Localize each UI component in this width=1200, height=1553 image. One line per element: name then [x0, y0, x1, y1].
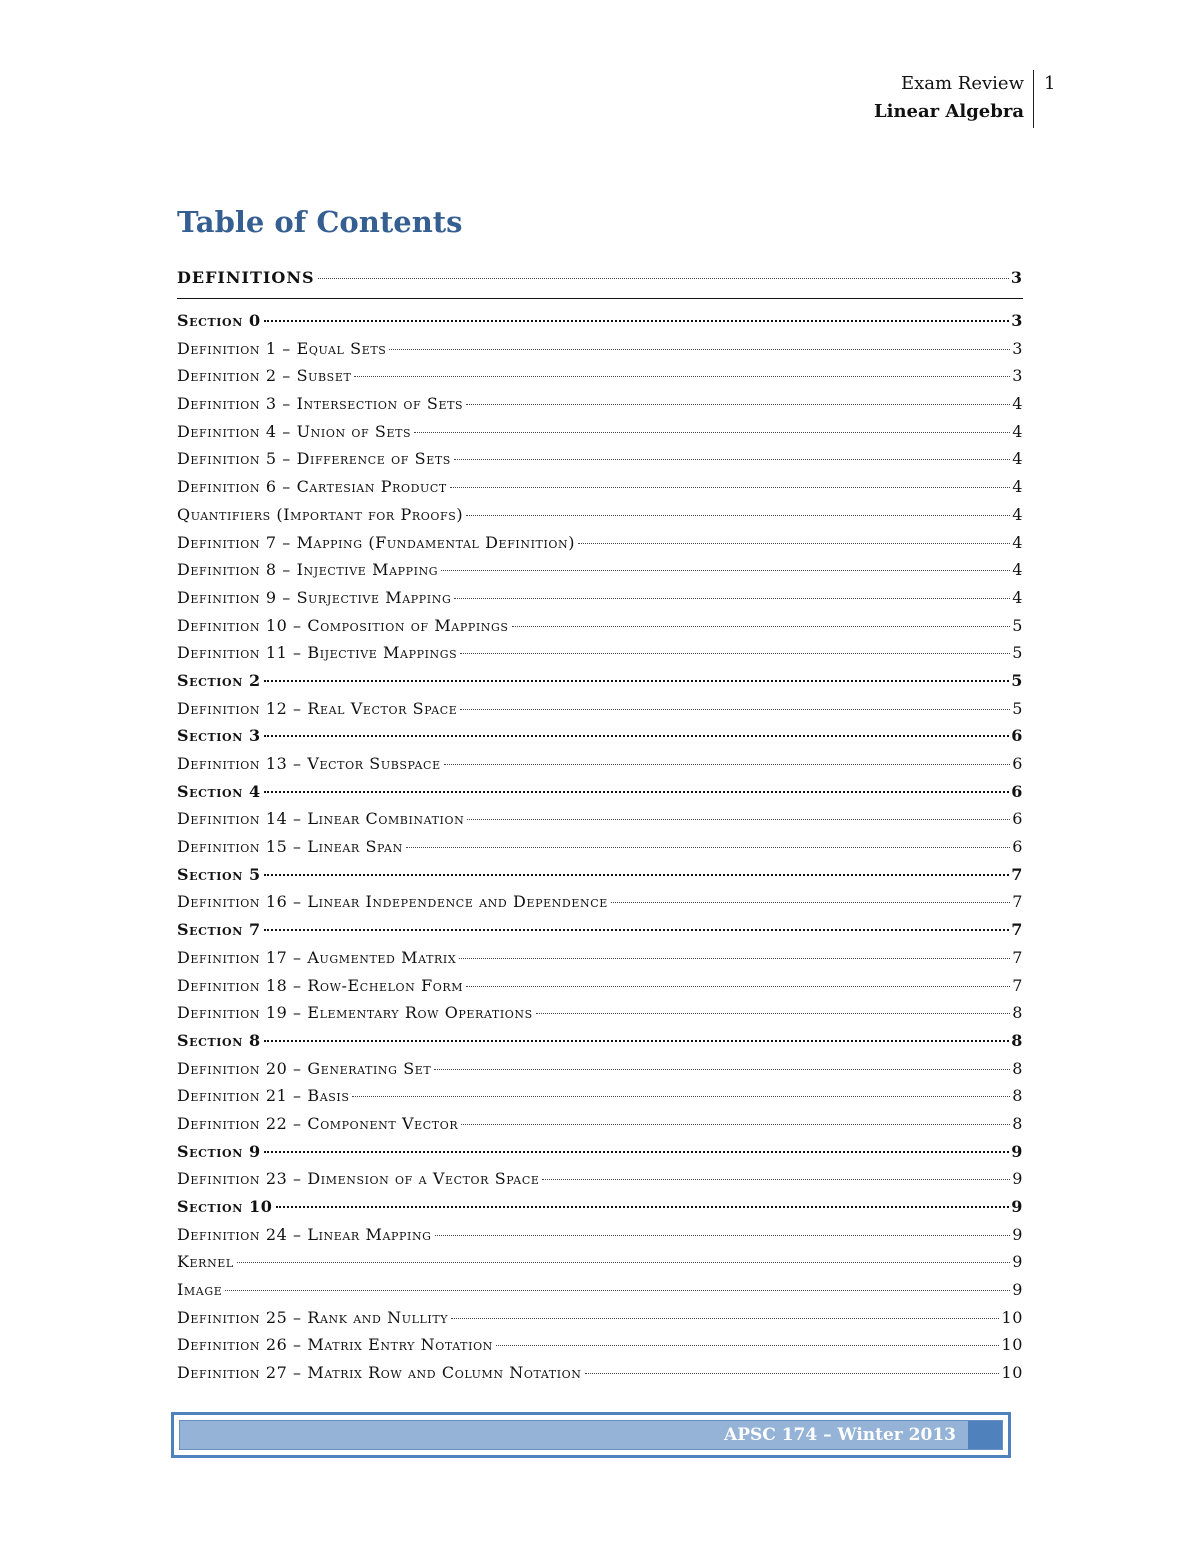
toc-entry-label: Definition 13 – Vector Subspace — [177, 754, 441, 773]
dot-leader — [454, 598, 1010, 599]
footer — [171, 1412, 1011, 1458]
dot-leader — [467, 819, 1010, 820]
toc-entry-label: Definition 3 – Intersection of Sets — [177, 394, 464, 414]
dot-leader — [264, 1151, 1010, 1153]
toc-entry-link[interactable] — [177, 422, 1023, 450]
toc-entry-label: Definition 22 – Component Vector — [177, 1113, 459, 1133]
toc-section-link[interactable] — [177, 311, 1023, 339]
dot-leader — [264, 929, 1010, 931]
toc-page-number: 4 — [1012, 394, 1023, 414]
header-divider — [1033, 70, 1034, 128]
toc-page-number: 4 — [1012, 532, 1023, 552]
dot-leader — [435, 1235, 1011, 1236]
toc-entry-label: Definition 27 – Matrix Row and Column Notation — [177, 1363, 582, 1383]
dot-leader — [434, 1069, 1010, 1070]
toc-page-number: 4 — [1012, 449, 1023, 469]
toc-entry-link[interactable] — [177, 616, 1023, 644]
toc-entry-label: Definition 5 – Difference of Sets — [177, 449, 451, 469]
table-of-contents — [177, 268, 1023, 1391]
dot-leader — [578, 543, 1010, 544]
page-header — [700, 70, 1060, 128]
toc-entry-link[interactable] — [177, 1252, 1023, 1280]
toc-entry-link[interactable] — [177, 948, 1023, 976]
dot-leader — [512, 626, 1011, 627]
dot-leader — [536, 1013, 1010, 1014]
toc-page-number: 8 — [1012, 1086, 1023, 1106]
dot-leader — [451, 1318, 999, 1319]
toc-entry-label: Definition 18 – Row-Echelon Form — [177, 975, 464, 995]
toc-entry-label: Definition 4 – Union of Sets — [177, 421, 412, 441]
dot-leader — [611, 902, 1010, 903]
toc-page-number: 6 — [1012, 754, 1023, 773]
toc-page-number: 8 — [1011, 1030, 1023, 1050]
footer-band — [179, 1420, 1003, 1450]
toc-page-number: 4 — [1012, 421, 1023, 441]
toc-page-number: 9 — [1012, 1280, 1023, 1300]
toc-title: Table of Contents — [177, 205, 463, 239]
dot-leader — [496, 1345, 1000, 1346]
dot-leader — [264, 791, 1010, 793]
toc-section-link[interactable] — [177, 1197, 1023, 1225]
toc-page-number: 3 — [1011, 311, 1023, 330]
toc-entry-link[interactable] — [177, 1335, 1023, 1363]
toc-entry-label: Definition 14 – Linear Combination — [177, 809, 465, 829]
dot-leader — [441, 570, 1010, 571]
toc-page-number: 4 — [1012, 504, 1023, 524]
toc-entry-link[interactable] — [177, 588, 1023, 616]
toc-entry-label: Definition 24 – Linear Mapping — [177, 1224, 432, 1244]
toc-entry-label: Section 0 — [177, 311, 261, 330]
toc-entry-label: Section 7 — [177, 920, 261, 940]
dot-leader — [585, 1373, 1000, 1374]
toc-entry-label: Definition 1 – Equal Sets — [177, 338, 387, 358]
toc-entry-label: Definition 2 – Subset — [177, 366, 352, 386]
toc-entry-link[interactable] — [177, 1308, 1023, 1336]
toc-section-link[interactable] — [177, 782, 1023, 810]
dot-leader — [318, 278, 1009, 279]
header-subtitle: Linear Algebra — [873, 101, 1024, 122]
toc-page-number: 8 — [1012, 1113, 1023, 1133]
toc-entry-label: Definition 12 – Real Vector Space — [177, 698, 458, 718]
toc-section-link[interactable] — [177, 865, 1023, 893]
toc-entry-link[interactable] — [177, 1003, 1023, 1031]
dot-leader — [460, 653, 1010, 654]
toc-page-number: 5 — [1012, 698, 1023, 718]
toc-entry-label: Definition 21 – Basis — [177, 1086, 350, 1106]
toc-entry-link[interactable] — [177, 1363, 1023, 1391]
toc-page-number: 4 — [1012, 477, 1023, 497]
dot-leader — [264, 320, 1010, 322]
toc-page-number: 8 — [1012, 1003, 1023, 1023]
toc-entry-label: Definition 25 – Rank and Nullity — [177, 1307, 449, 1327]
dot-leader — [389, 349, 1010, 350]
header-title: Exam Review — [900, 73, 1024, 94]
dot-leader — [264, 874, 1010, 876]
toc-page-number: 9 — [1012, 1252, 1023, 1272]
dot-leader — [225, 1290, 1010, 1291]
toc-entry-link[interactable] — [177, 366, 1023, 394]
toc-page-number: 7 — [1011, 920, 1023, 940]
dot-leader — [450, 487, 1010, 488]
toc-page-number: 6 — [1012, 837, 1023, 857]
toc-section-link[interactable] — [177, 1142, 1023, 1170]
dot-leader — [352, 1096, 1010, 1097]
toc-entry-label: Definition 8 – Injective Mapping — [177, 560, 439, 580]
toc-page-number: 6 — [1011, 726, 1023, 746]
footer-accent — [968, 1421, 1002, 1449]
toc-page-number: 5 — [1012, 643, 1023, 663]
toc-page-number: 6 — [1011, 781, 1023, 801]
footer-text: APSC 174 – Winter 2013 — [724, 1425, 956, 1445]
toc-page-number: 4 — [1012, 587, 1023, 607]
toc-section-link[interactable] — [177, 1031, 1023, 1059]
toc-entry-label: Definition 23 – Dimension of a Vector Space — [177, 1169, 540, 1189]
toc-entry-label: Kernel — [177, 1252, 234, 1272]
toc-entry-link[interactable] — [177, 560, 1023, 588]
toc-entry-label: Definition 6 – Cartesian Product — [177, 477, 447, 497]
toc-page-number: 10 — [1001, 1335, 1023, 1355]
dot-leader — [466, 986, 1010, 987]
dot-leader — [264, 680, 1010, 682]
toc-entry-link[interactable] — [177, 754, 1023, 782]
toc-page-number: 3 — [1010, 268, 1023, 287]
toc-page-number: 8 — [1012, 1058, 1023, 1078]
toc-entry-label: Definition 26 – Matrix Entry Notation — [177, 1335, 493, 1355]
toc-entry-link[interactable] — [177, 1114, 1023, 1142]
dot-leader — [466, 404, 1010, 405]
toc-entry-link[interactable] — [177, 699, 1023, 727]
toc-entry-link[interactable] — [177, 1280, 1023, 1308]
toc-page-number: 9 — [1011, 1197, 1023, 1216]
toc-page-number: 10 — [1001, 1363, 1023, 1383]
dot-leader — [459, 958, 1010, 959]
toc-page-number: 7 — [1012, 975, 1023, 995]
dot-leader — [276, 1206, 1010, 1208]
dot-leader — [414, 432, 1010, 433]
toc-entry-link[interactable] — [177, 643, 1023, 671]
toc-page-number: 3 — [1012, 366, 1023, 386]
toc-page-number: 6 — [1012, 809, 1023, 829]
toc-entry-link[interactable] — [177, 477, 1023, 505]
toc-entry-link[interactable] — [177, 533, 1023, 561]
toc-entry-label: Section 5 — [177, 864, 261, 884]
toc-page-number: 5 — [1011, 670, 1023, 690]
toc-page-number: 5 — [1012, 615, 1023, 635]
toc-section-link[interactable] — [177, 920, 1023, 948]
toc-entry-link[interactable] — [177, 1169, 1023, 1197]
toc-entry-link[interactable] — [177, 505, 1023, 533]
toc-page-number: 4 — [1012, 560, 1023, 580]
toc-entry-label: Section 8 — [177, 1030, 261, 1050]
toc-section-link[interactable] — [177, 671, 1023, 699]
toc-entry-label: Section 9 — [177, 1141, 261, 1161]
toc-page-number: 9 — [1011, 1141, 1023, 1161]
toc-page-number: 9 — [1012, 1224, 1023, 1244]
toc-entry-label: Definition 11 – Bijective Mappings — [177, 643, 458, 663]
toc-page-number: 7 — [1011, 864, 1023, 884]
toc-entry-label: Definition 15 – Linear Span — [177, 837, 403, 857]
toc-entry-link[interactable] — [177, 976, 1023, 1004]
toc-page-number: 7 — [1012, 892, 1023, 912]
dot-leader — [406, 847, 1010, 848]
toc-entry-link[interactable] — [177, 1059, 1023, 1087]
header-text — [874, 70, 1024, 126]
toc-entry-label: Definition 7 – Mapping (Fundamental Definition) — [177, 532, 576, 552]
toc-entry-label: Section 3 — [177, 726, 261, 746]
toc-entry-label: Image — [177, 1280, 223, 1300]
dot-leader — [354, 376, 1010, 377]
dot-leader — [461, 1124, 1010, 1125]
page-number: 1 — [1044, 73, 1056, 94]
dot-leader — [466, 515, 1010, 516]
toc-entry-link[interactable] — [177, 1086, 1023, 1114]
dot-leader — [460, 709, 1010, 710]
toc-entry-label: Definition 9 – Surjective Mapping — [177, 587, 452, 607]
toc-entry-link[interactable] — [177, 809, 1023, 837]
dot-leader — [454, 459, 1010, 460]
toc-page-number: 10 — [1001, 1307, 1023, 1327]
toc-entry-link[interactable] — [177, 837, 1023, 865]
toc-entry-label: Definition 16 – Linear Independence and Dependence — [177, 892, 608, 912]
toc-entry-label: Definition 20 – Generating Set — [177, 1058, 432, 1078]
toc-entry-link[interactable] — [177, 892, 1023, 920]
toc-entry-link[interactable] — [177, 339, 1023, 367]
dot-leader — [264, 735, 1010, 737]
toc-heading-link[interactable] — [177, 268, 1023, 299]
toc-page-number: 9 — [1012, 1169, 1023, 1189]
toc-entry-label: Definition 19 – Elementary Row Operations — [177, 1003, 533, 1023]
toc-entry-label: Definition 10 – Composition of Mappings — [177, 615, 509, 635]
toc-entry-link[interactable] — [177, 449, 1023, 477]
toc-entry-label: Section 10 — [177, 1197, 273, 1216]
toc-entry-label: Definition 17 – Augmented Matrix — [177, 947, 457, 967]
dot-leader — [542, 1179, 1010, 1180]
toc-entry-label: Section 4 — [177, 781, 261, 801]
toc-section-link[interactable] — [177, 726, 1023, 754]
dot-leader — [237, 1262, 1010, 1263]
toc-page-number: 7 — [1012, 947, 1023, 967]
dot-leader — [264, 1040, 1010, 1042]
dot-leader — [444, 764, 1011, 765]
toc-entry-label: Quantifiers (Important for Proofs) — [177, 504, 464, 524]
toc-page-number: 3 — [1012, 338, 1023, 358]
toc-entry-link[interactable] — [177, 1225, 1023, 1253]
toc-entry-link[interactable] — [177, 394, 1023, 422]
toc-entry-label: DEFINITIONS — [177, 268, 315, 287]
toc-entry-label: Section 2 — [177, 670, 261, 690]
